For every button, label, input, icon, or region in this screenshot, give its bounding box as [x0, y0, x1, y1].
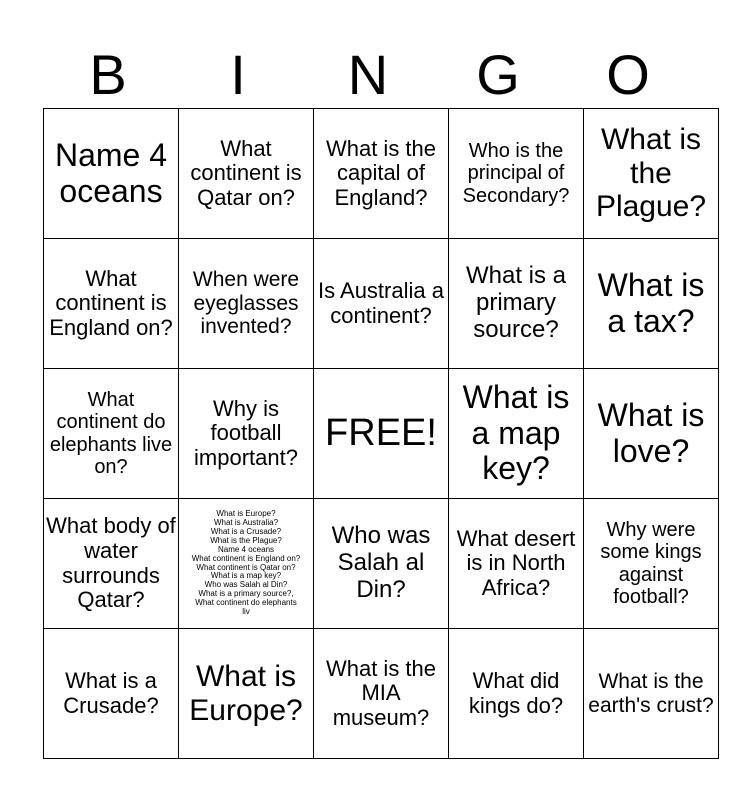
bingo-cell: What is a Crusade? — [44, 629, 179, 759]
overflow-line: What continent is England on? — [191, 554, 301, 563]
bingo-cell-overflow-list — [179, 499, 314, 629]
overflow-line: Name 4 oceans — [217, 545, 275, 554]
bingo-cell: What is love? — [584, 369, 719, 499]
board-row — [44, 629, 719, 759]
overflow-line: What is a map key? — [210, 572, 282, 581]
header-letter-i: I — [230, 43, 246, 106]
bingo-cell: Who is the principal of Secondary? — [449, 109, 584, 239]
overflow-line: What continent is Qatar on? — [196, 563, 296, 572]
bingo-cell: What continent do elephants live on? — [44, 369, 179, 499]
bingo-cell: What continent is Qatar on? — [179, 109, 314, 239]
board-row — [44, 499, 719, 629]
bingo-cell: Why is football important? — [179, 369, 314, 499]
bingo-board — [43, 108, 719, 759]
overflow-line: What is the Plague? — [210, 536, 282, 545]
board-row — [44, 239, 719, 369]
bingo-cell: What desert is in North Africa? — [449, 499, 584, 629]
header-letter-o: O — [606, 43, 650, 106]
bingo-cell: What is a tax? — [584, 239, 719, 369]
bingo-cell: What continent is England on? — [44, 239, 179, 369]
free-cell: FREE! — [314, 369, 449, 499]
board-row — [44, 369, 719, 499]
bingo-cell: What is the earth's crust? — [584, 629, 719, 759]
overflow-line: Who was Salah al Din? — [204, 581, 288, 590]
bingo-header — [43, 42, 693, 108]
header-letter-g: G — [476, 43, 520, 106]
board-row — [44, 109, 719, 239]
bingo-cell: What is the Plague? — [584, 109, 719, 239]
overflow-line: What is Europe? — [216, 509, 276, 518]
bingo-cell: What is the MIA museum? — [314, 629, 449, 759]
overflow-line: What is Australia? — [213, 518, 279, 527]
header-letter-n: N — [347, 43, 389, 106]
overflow-line: liv — [242, 608, 250, 617]
header-letter-b: B — [89, 43, 127, 106]
bingo-cell: What is a map key? — [449, 369, 584, 499]
bingo-cell: Name 4 oceans — [44, 109, 179, 239]
bingo-cell: When were eyeglasses invented? — [179, 239, 314, 369]
bingo-cell: What is the capital of England? — [314, 109, 449, 239]
overflow-line: What is a Crusade? — [210, 527, 282, 536]
overflow-line: What is a primary source?, — [198, 590, 294, 599]
overflow-line: What continent do elephants — [195, 599, 297, 608]
bingo-cell: Is Australia a continent? — [314, 239, 449, 369]
bingo-cell: What did kings do? — [449, 629, 584, 759]
bingo-cell: What is Europe? — [179, 629, 314, 759]
bingo-cell: Why were some kings against football? — [584, 499, 719, 629]
bingo-cell: Who was Salah al Din? — [314, 499, 449, 629]
bingo-cell: What body of water surrounds Qatar? — [44, 499, 179, 629]
bingo-cell: What is a primary source? — [449, 239, 584, 369]
